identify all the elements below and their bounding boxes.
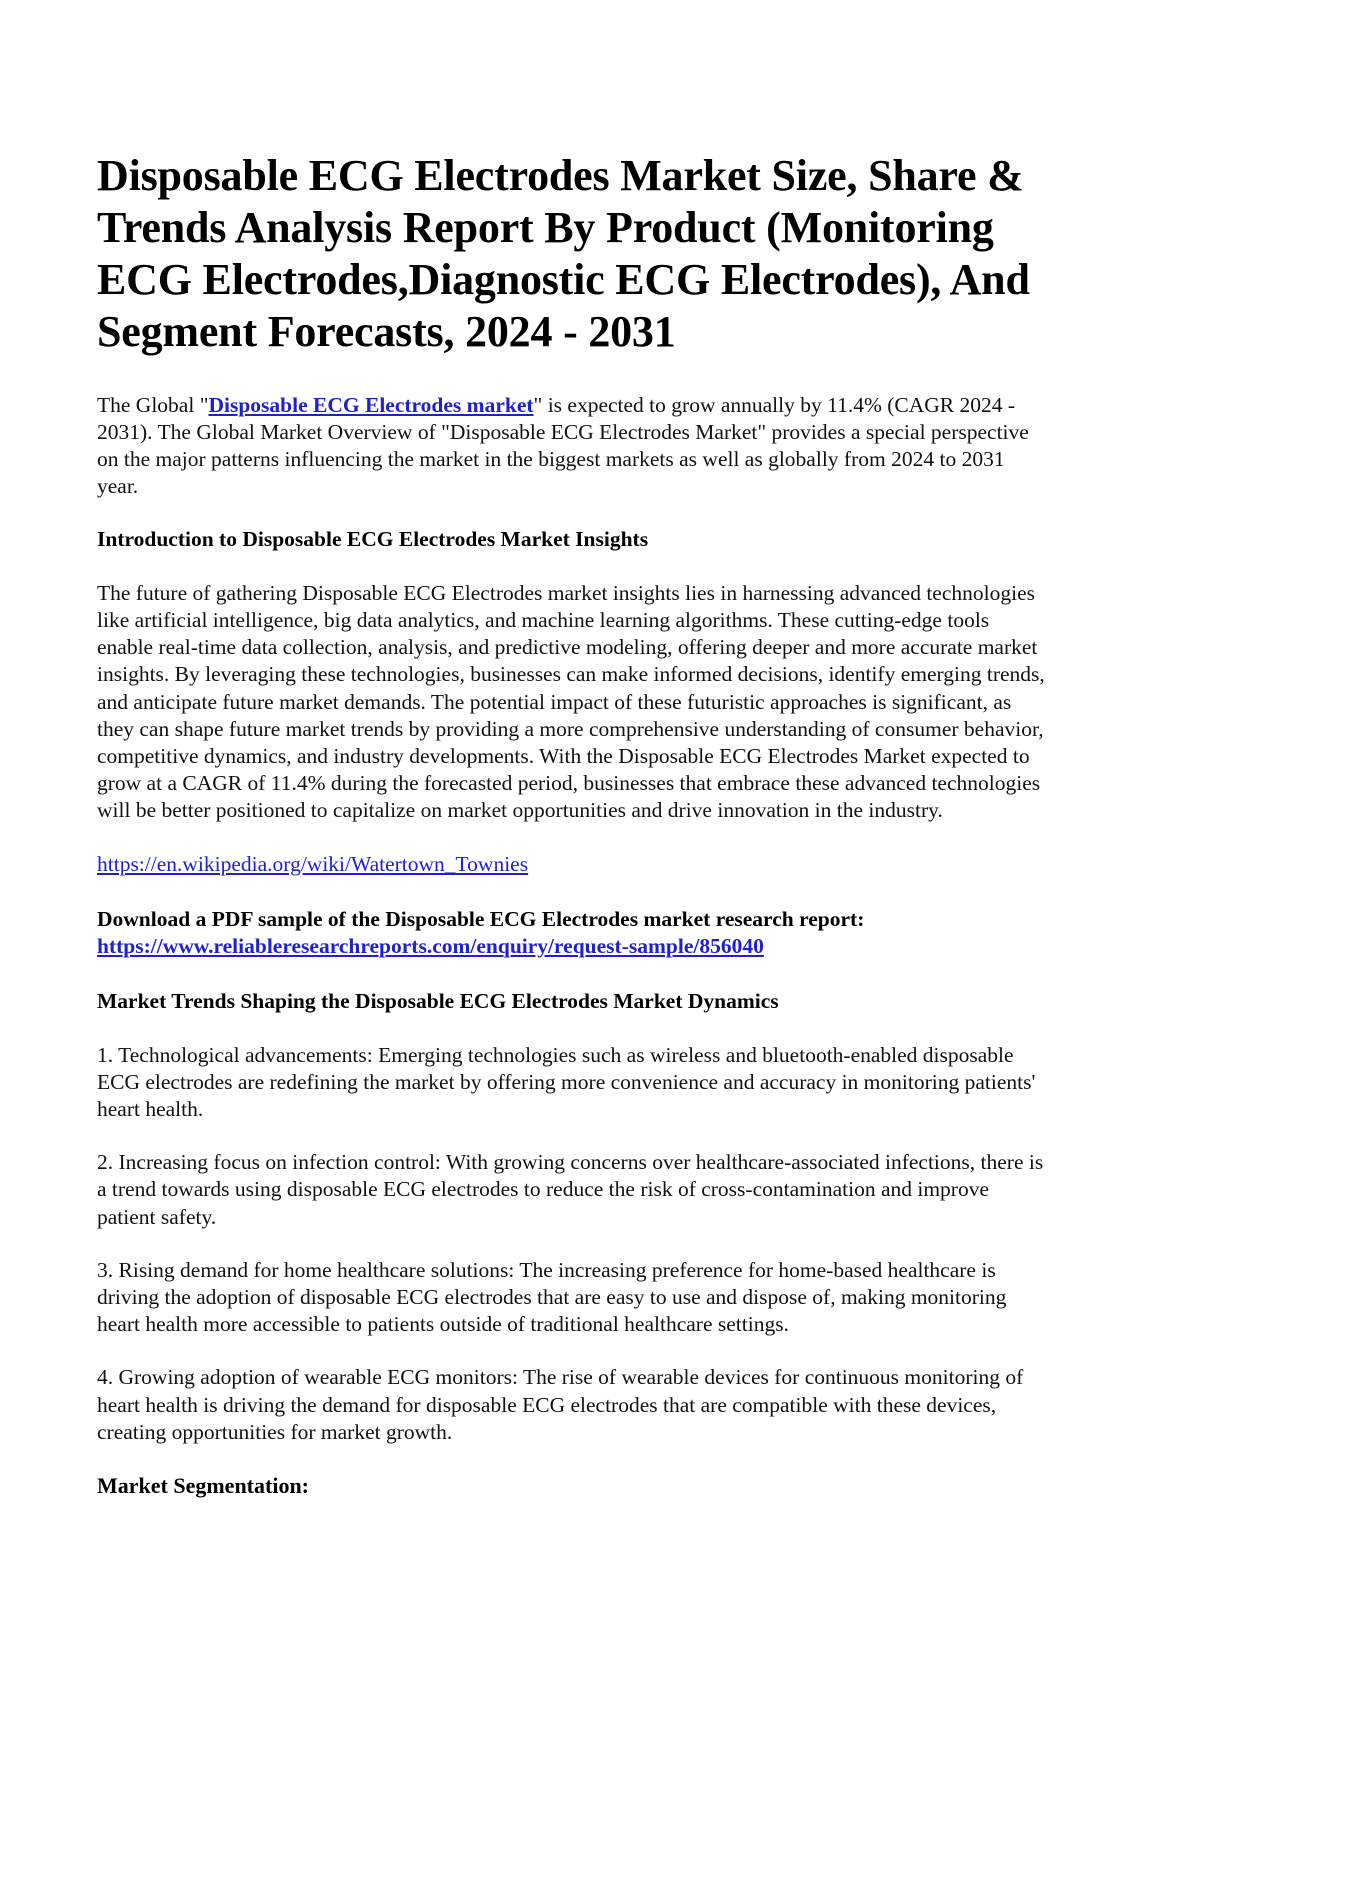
disposable-ecg-market-link[interactable]: Disposable ECG Electrodes market — [208, 392, 534, 417]
wikipedia-link-paragraph — [97, 851, 1045, 878]
market-segmentation-heading: Market Segmentation: — [97, 1472, 310, 1498]
intro-text-after-link: " is expected to grow annually by 11.4% (CAGR 2024 - 2031). The Global Market Overview of "Disposable ECG Electrodes Market" provides a special perspective on the major patterns influencing the market in the biggest markets as well as globally from 2024 to 2031 year. — [97, 392, 1029, 499]
download-sample-label: Download a PDF sample of the Disposable ECG Electrodes market research report: — [97, 906, 865, 931]
intro-paragraph — [97, 392, 1045, 501]
market-trends-heading: Market Trends Shaping the Disposable ECG Electrodes Market Dynamics — [97, 989, 779, 1014]
page-title: Disposable ECG Electrodes Market Size, Share & Trends Analysis Report By Product (Monitoring ECG Electrodes,Diagnostic ECG Electrodes), And Segment Forecasts, 2024 - 2031 — [97, 151, 1030, 356]
trend-item: 1. Technological advancements: Emerging technologies such as wireless and bluetooth-enabled disposable ECG electrodes are redefining the market by offering more convenience and accuracy in monitoring patients' heart health. — [97, 1042, 1036, 1122]
introduction-heading: Introduction to Disposable ECG Electrodes Market Insights — [97, 527, 649, 552]
download-sample-block — [97, 906, 1045, 960]
wikipedia-link[interactable]: https://en.wikipedia.org/wiki/Watertown_Townies — [97, 851, 529, 876]
intro-text-before-link: The Global " — [97, 392, 209, 417]
trend-item: 4. Growing adoption of wearable ECG monitors: The rise of wearable devices for continuous monitoring of heart health is driving the demand for disposable ECG electrodes that are compatible with these devices, creating opportunities for market growth. — [97, 1365, 1024, 1444]
download-sample-link[interactable]: https://www.reliableresearchreports.com/enquiry/request-sample/856040 — [97, 933, 764, 958]
introduction-paragraph: The future of gathering Disposable ECG Electrodes market insights lies in harnessing advanced technologies like artificial intelligence, big data analytics, and machine learning algorithms. These cutting-edge tools enable real-time data collection, analysis, and predictive modeling, offering deeper and more accurate market insights. By leveraging these technologies, businesses can make informed decisions, identify emerging trends, and anticipate future market demands. The potential impact of these futuristic approaches is significant, as they can shape future market trends by providing a more comprehensive understanding of consumer behavior, competitive dynamics, and industry developments. With the Disposable ECG Electrodes Market expected to grow at a CAGR of 11.4% during the forecasted period, businesses that embrace these advanced technologies will be better positioned to capitalize on market opportunities and drive innovation in the industry. — [97, 580, 1045, 823]
trend-item: 3. Rising demand for home healthcare solutions: The increasing preference for home-based healthcare is driving the adoption of disposable ECG electrodes that are easy to use and dispose of, making monitoring heart health more accessible to patients outside of traditional healthcare settings. — [97, 1257, 1007, 1337]
trend-item: 2. Increasing focus on infection control: With growing concerns over healthcare-associated infections, there is a trend towards using disposable ECG electrodes to reduce the risk of cross-contamination and improve patient safety. — [97, 1150, 1044, 1229]
